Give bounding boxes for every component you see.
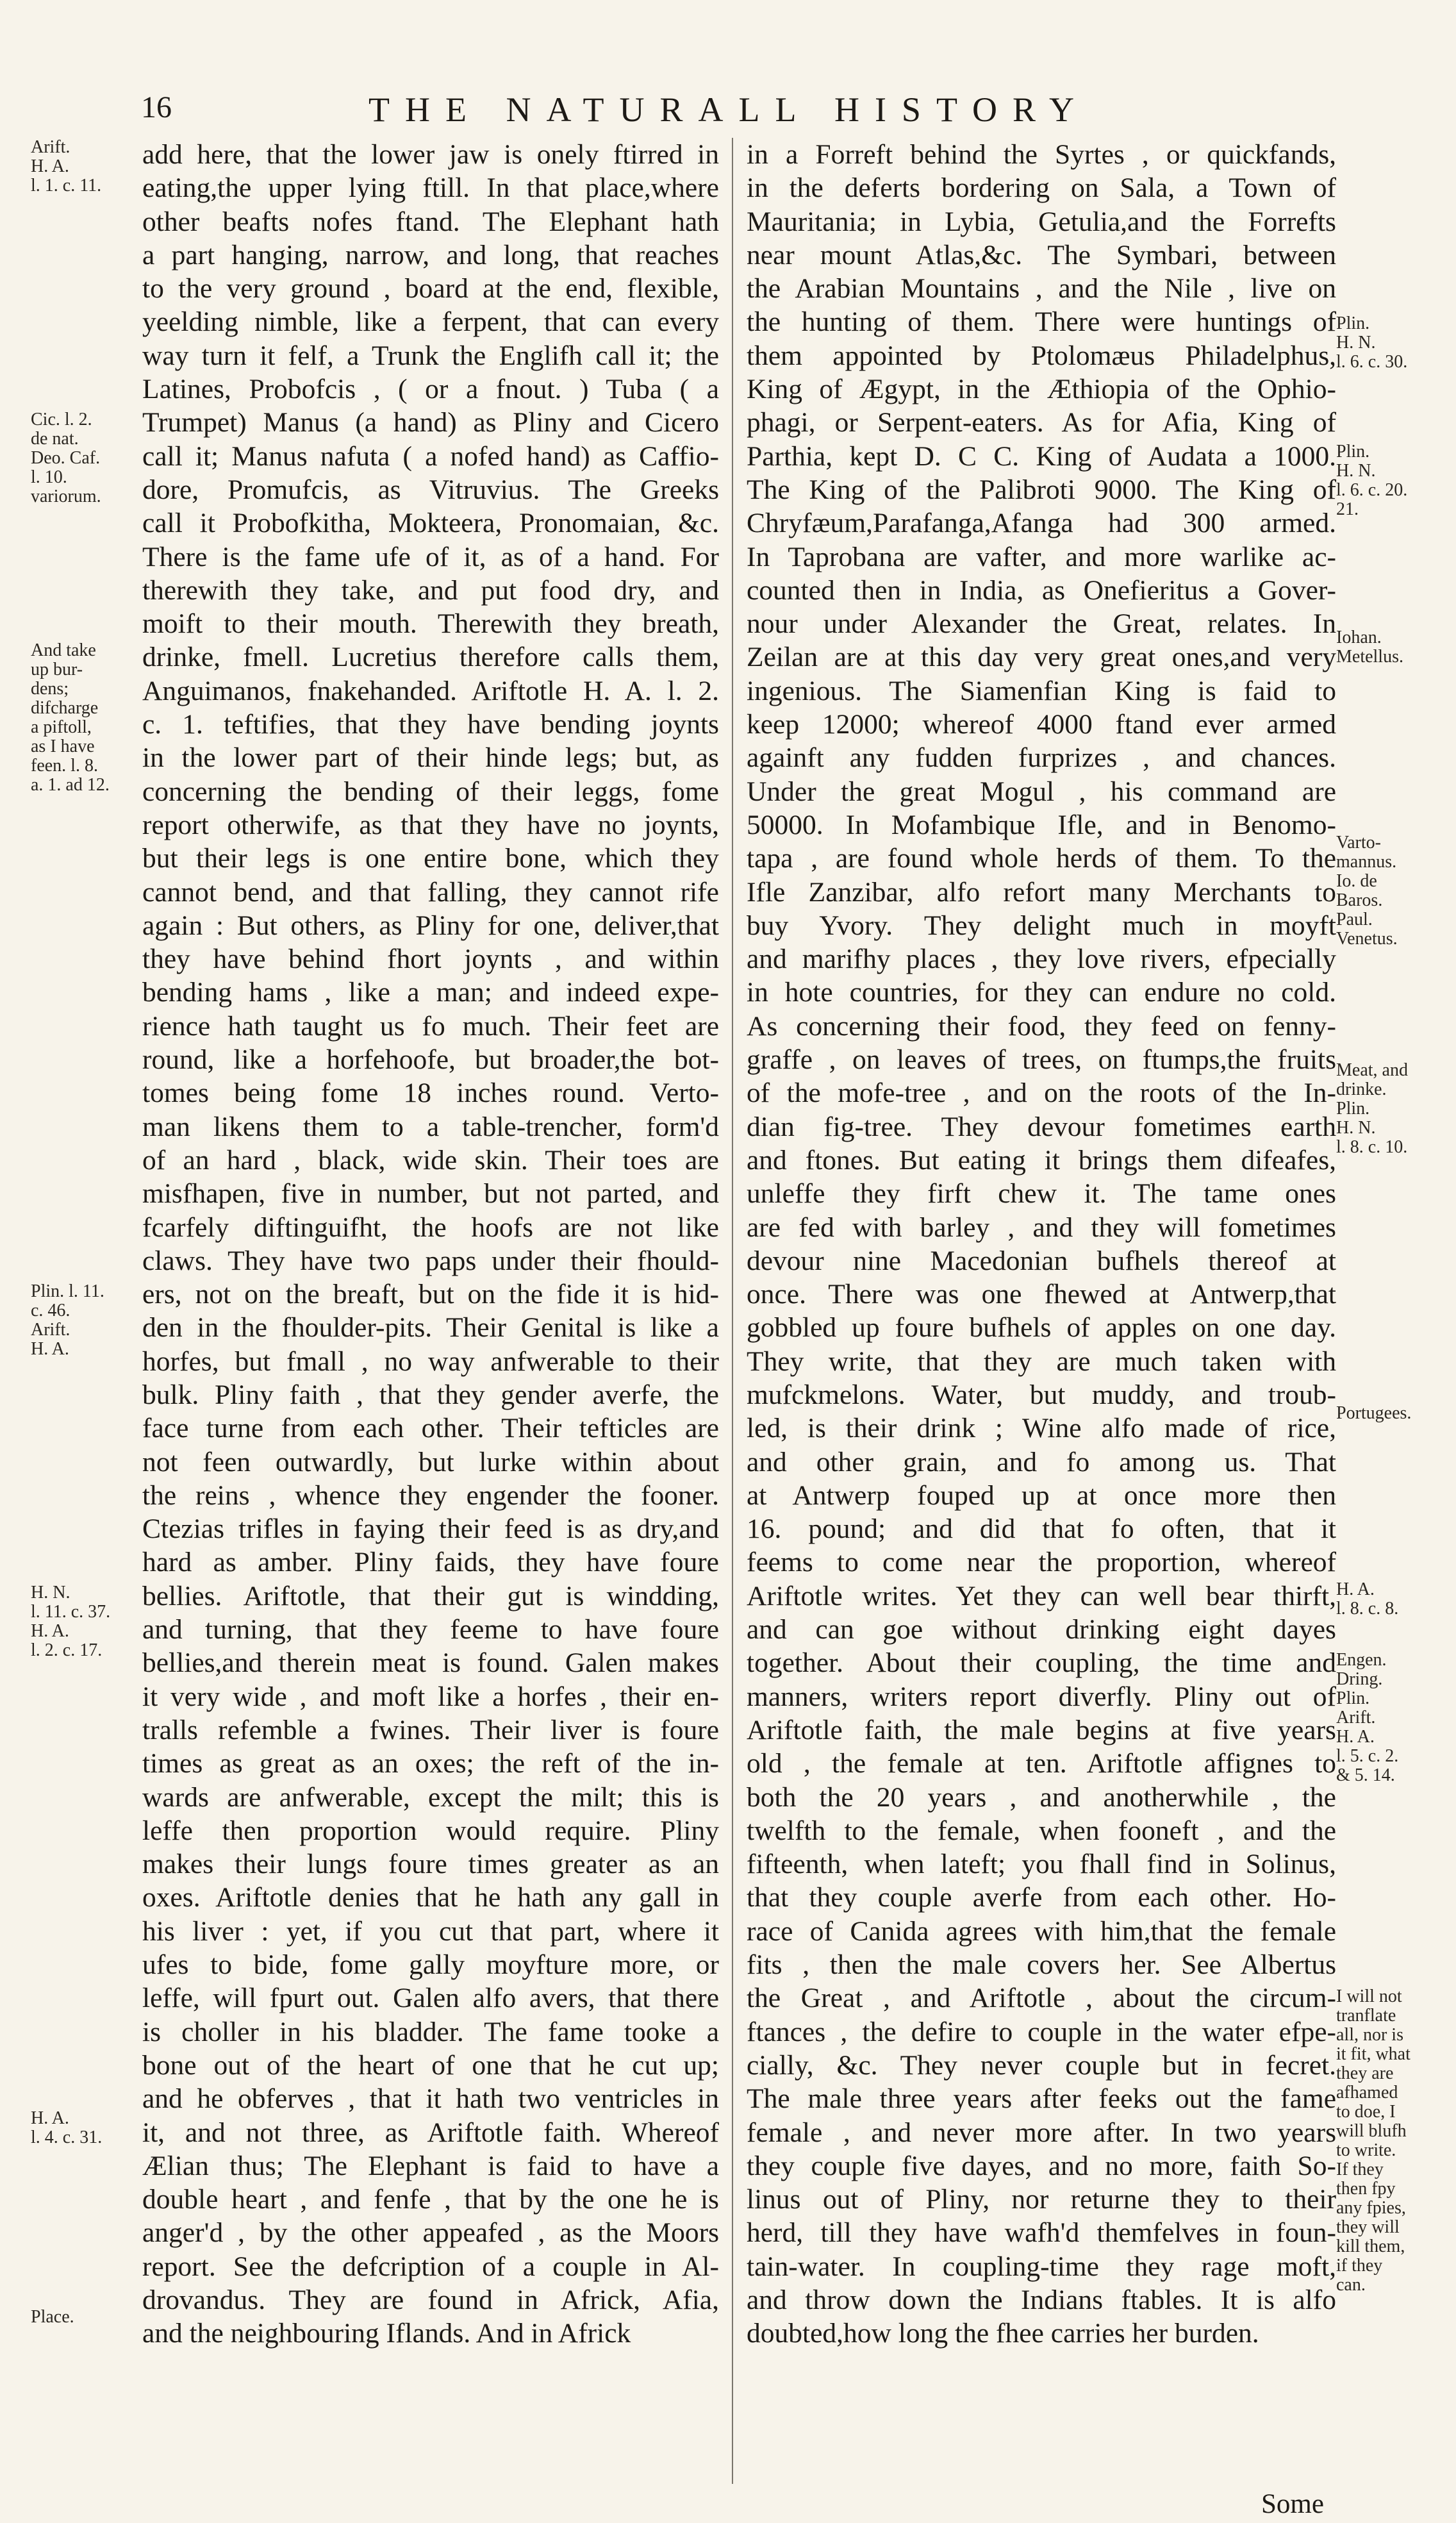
margin-note-line: mannus. bbox=[1336, 852, 1397, 872]
text-line: and he obferves , that it hath two ventricles in bbox=[142, 2083, 719, 2115]
text-line: makes their lungs foure times greater as an bbox=[142, 1849, 719, 1880]
margin-note-line: Varto- bbox=[1336, 833, 1381, 853]
margin-note-line: afhamed bbox=[1336, 2083, 1398, 2102]
text-line: phagi, or Serpent-eaters. As for Afia, King of bbox=[747, 407, 1336, 438]
margin-note-line: H. A. bbox=[31, 156, 69, 176]
margin-note-line: all, nor is bbox=[1336, 2025, 1403, 2045]
text-line: drovandus. They are found in Africk, Afia, bbox=[142, 2285, 719, 2315]
text-line: nour under Alexander the Great, relates. In bbox=[747, 608, 1336, 640]
text-line: the reins , whence they engender the fooner. bbox=[142, 1479, 719, 1511]
right-margin-note bbox=[1336, 442, 1407, 519]
text-line: report otherwife, as that they have no joynts, bbox=[142, 809, 719, 840]
margin-note-line: l. 5. c. 2. bbox=[1336, 1746, 1399, 1766]
margin-note-line: H. N. bbox=[31, 1583, 70, 1603]
text-line: keep 12000; whereof 4000 ftand ever armed bbox=[747, 709, 1336, 740]
margin-note-line: And take bbox=[31, 640, 96, 660]
margin-note-line: to doe, I bbox=[1336, 2102, 1396, 2122]
margin-note-line: variorum. bbox=[31, 487, 101, 506]
margin-note-line: Plin. l. 11. bbox=[31, 1281, 104, 1301]
text-line: they couple five dayes, and no more, faith So- bbox=[747, 2150, 1336, 2181]
text-line: is choller in his bladder. The fame tooke a bbox=[142, 2016, 719, 2047]
margin-note-line: Cic. l. 2. bbox=[31, 410, 92, 429]
text-line: report. See the defcription of a couple in Al- bbox=[142, 2251, 719, 2282]
text-line: Parthia, kept D. C C. King of Audata a 1000. bbox=[747, 440, 1336, 472]
margin-note-line: difcharge bbox=[31, 698, 99, 718]
margin-note-line: Plin. bbox=[1336, 1688, 1370, 1708]
text-line: call it Probofkitha, Mokteera, Pronomaian, &c. bbox=[142, 508, 719, 539]
margin-note-line: Io. de bbox=[1336, 871, 1377, 891]
text-line: at Antwerp fouped up at once more then bbox=[747, 1479, 1336, 1511]
text-line: drinke, fmell. Lucretius therefore calls them, bbox=[142, 642, 719, 673]
text-line: that they couple averfe from each other. Ho- bbox=[747, 1882, 1336, 1913]
text-line: The male three years after feeks out the fame bbox=[747, 2083, 1336, 2115]
text-line: bone out of the heart of one that he cut up; bbox=[142, 2049, 719, 2081]
text-line: wards are anfwerable, except the milt; this is bbox=[142, 1781, 719, 1813]
text-line: feems to come near the proportion, whereof bbox=[747, 1547, 1336, 1578]
catchword: Some bbox=[1261, 2489, 1324, 2519]
margin-note-line: Plin. bbox=[1336, 313, 1370, 333]
text-line: rience hath taught us fo much. Their feet are bbox=[142, 1010, 719, 1042]
text-line: led, is their drink ; Wine alfo made of rice, bbox=[747, 1413, 1336, 1444]
text-line: of an hard , black, wide skin. Their toes are bbox=[142, 1144, 719, 1176]
margin-note-line: any fpies, bbox=[1336, 2198, 1406, 2218]
text-line: 16. pound; and did that fo often, that it bbox=[747, 1513, 1336, 1545]
text-line: As concerning their food, they feed on fenny- bbox=[747, 1010, 1336, 1042]
margin-note-line: l. 2. c. 17. bbox=[31, 1640, 103, 1660]
text-line: round, like a horfehoofe, but broader,the bot- bbox=[142, 1044, 719, 1076]
text-line: c. 1. teftifies, that they have bending joynts bbox=[142, 709, 719, 740]
text-line: fifteenth, when lateft; you fhall find in Solinus, bbox=[747, 1849, 1336, 1880]
text-line: Trumpet) Manus (a hand) as Pliny and Cicero bbox=[142, 407, 719, 438]
text-line: Latines, Probofcis , ( or a fnout. ) Tuba ( a bbox=[142, 374, 719, 405]
margin-note-line: l. 4. c. 31. bbox=[31, 2127, 103, 2147]
text-line: ingenious. The Siamenfian King is faid to bbox=[747, 675, 1336, 706]
text-line: it very wide , and moft like a horfes , their en- bbox=[142, 1681, 719, 1712]
margin-note-line: Metellus. bbox=[1336, 647, 1403, 667]
text-line: and can goe without drinking eight dayes bbox=[747, 1614, 1336, 1645]
text-line: In Taprobana are vafter, and more warlike ac- bbox=[747, 541, 1336, 572]
right-margin-note bbox=[1336, 1061, 1408, 1157]
text-line: tapa , are found whole herds of them. To the bbox=[747, 843, 1336, 874]
text-line: anger'd , by the other appeafed , as the Moors bbox=[142, 2217, 719, 2249]
text-line: Under the great Mogul , his command are bbox=[747, 776, 1336, 807]
text-line: them appointed by Ptolomæus Philadelphus, bbox=[747, 340, 1336, 371]
margin-note-line: to write. bbox=[1336, 2140, 1396, 2160]
text-line: tralls refemble a fwines. Their liver is foure bbox=[142, 1714, 719, 1745]
text-line: concerning the bending of their leggs, fome bbox=[142, 776, 719, 807]
text-line: dore, Promufcis, as Vitruvius. The Greeks bbox=[142, 474, 719, 505]
margin-note-line: Arift. bbox=[31, 137, 70, 157]
text-line: not feen outwardly, but lurke within about bbox=[142, 1446, 719, 1478]
text-line: eating,the upper lying ftill. In that place,where bbox=[142, 172, 719, 204]
margin-note-line: dens; bbox=[31, 679, 69, 699]
text-line: mufckmelons. Water, but muddy, and troub- bbox=[747, 1379, 1336, 1410]
text-line: againft any fudden furprizes , and chances. bbox=[747, 742, 1336, 774]
text-line: yeelding nimble, like a ferpent, that can every bbox=[142, 306, 719, 338]
left-margin-note bbox=[31, 2308, 74, 2327]
margin-note-line: l. 10. bbox=[31, 467, 67, 487]
text-line: oxes. Ariftotle denies that he hath any gall in bbox=[142, 1882, 719, 1913]
text-line: it, and not three, as Ariftotle faith. Whereof bbox=[142, 2117, 719, 2148]
text-line: and turning, that they feeme to have foure bbox=[142, 1614, 719, 1645]
margin-note-line: & 5. 14. bbox=[1336, 1765, 1395, 1785]
right-text-column bbox=[747, 138, 1336, 2351]
column-divider bbox=[732, 138, 733, 2484]
margin-note-line: up bur- bbox=[31, 660, 83, 679]
text-line: female , and never more after. In two years bbox=[747, 2117, 1336, 2148]
margin-note-line: tranflate bbox=[1336, 2006, 1396, 2026]
text-line: the Arabian Mountains , and the Nile , live on bbox=[747, 273, 1336, 304]
right-margin-note bbox=[1336, 1404, 1411, 1423]
margin-note-line: l. 6. c. 20. bbox=[1336, 480, 1408, 500]
margin-note-line: I will not bbox=[1336, 1986, 1402, 2006]
text-line: a part hanging, narrow, and long, that reaches bbox=[142, 239, 719, 271]
margin-note-line: can. bbox=[1336, 2275, 1366, 2295]
right-margin-note bbox=[1336, 628, 1403, 667]
text-line: dian fig-tree. They devour fometimes earth bbox=[747, 1111, 1336, 1142]
margin-note-line: H. A. bbox=[1336, 1727, 1375, 1747]
text-line: leffe, will fpurt out. Galen alfo avers, that there bbox=[142, 1983, 719, 2014]
margin-note-line: a. 1. ad 12. bbox=[31, 775, 110, 795]
margin-note-line: they are bbox=[1336, 2063, 1394, 2083]
text-line: Ctezias trifles in faying their feed is as dry,and bbox=[142, 1513, 719, 1545]
text-line: Mauritania; in Lybia, Getulia,and the Forrefts bbox=[747, 206, 1336, 237]
text-line: of the mofe-tree , and on the roots of the In- bbox=[747, 1078, 1336, 1109]
left-margin-note bbox=[31, 641, 110, 795]
margin-note-line: Venetus. bbox=[1336, 929, 1398, 949]
left-text-column bbox=[142, 138, 719, 2351]
text-line: devour nine Macedonian bufhels thereof at bbox=[747, 1245, 1336, 1276]
text-line: bellies. Ariftotle, that their gut is windding, bbox=[142, 1580, 719, 1611]
margin-note-line: c. 46. bbox=[31, 1301, 70, 1320]
margin-note-line: Meat, and bbox=[1336, 1060, 1408, 1080]
margin-note-line: Arift. bbox=[31, 1320, 70, 1340]
text-line: and ftones. But eating it brings them difeafes, bbox=[747, 1144, 1336, 1176]
text-line: leffe then proportion would require. Pliny bbox=[142, 1815, 719, 1846]
text-line: They write, that they are much taken with bbox=[747, 1345, 1336, 1377]
text-line: cannot bend, and that falling, they cannot rife bbox=[142, 876, 719, 908]
text-line: moift to their mouth. Therewith they breath, bbox=[142, 608, 719, 640]
text-line: Chryfæum,Parafanga,Afanga had 300 armed. bbox=[747, 508, 1336, 539]
text-line: misfhapen, five in number, but not parted, and bbox=[142, 1178, 719, 1210]
margin-note-line: kill them, bbox=[1336, 2236, 1405, 2256]
text-line: tomes being fome 18 inches round. Verto- bbox=[142, 1078, 719, 1109]
text-line: buy Yvory. They delight much in moyft bbox=[747, 910, 1336, 941]
text-line: both the 20 years , and anotherwhile , the bbox=[747, 1781, 1336, 1813]
margin-note-line: then fpy bbox=[1336, 2179, 1396, 2199]
right-margin-note bbox=[1336, 1651, 1398, 1785]
margin-note-line: Iohan. bbox=[1336, 628, 1382, 647]
text-line: claws. They have two paps under their fhould- bbox=[142, 1245, 719, 1276]
text-line: horfes, but fmall , no way anfwerable to their bbox=[142, 1345, 719, 1377]
margin-note-line: as I have bbox=[31, 737, 95, 756]
margin-note-line: Paul. bbox=[1336, 910, 1373, 929]
text-line: Anguimanos, fnakehanded. Ariftotle H. A. l. 2. bbox=[142, 675, 719, 706]
text-line: man likens them to a table-trencher, form'd bbox=[142, 1111, 719, 1142]
text-line: fcarfely diftinguifht, the hoofs are not like bbox=[142, 1212, 719, 1243]
text-line: together. About their coupling, the time and bbox=[747, 1647, 1336, 1679]
margin-note-line: l. 6. c. 30. bbox=[1336, 352, 1408, 372]
margin-note-line: Place. bbox=[31, 2307, 74, 2327]
text-line: ftances , the defire to couple in the water efpe- bbox=[747, 2016, 1336, 2047]
text-line: are fed with barley , and they will fometimes bbox=[747, 1212, 1336, 1243]
margin-note-line: Dring. bbox=[1336, 1669, 1383, 1689]
text-line: Ariftotle writes. Yet they can well bear thirft, bbox=[747, 1580, 1336, 1611]
text-line: old , the female at ten. Ariftotle affignes to bbox=[747, 1748, 1336, 1779]
text-line: in the lower part of their hinde legs; but, as bbox=[142, 742, 719, 774]
left-margin-note bbox=[31, 2109, 102, 2147]
margin-note-line: 21. bbox=[1336, 499, 1359, 519]
margin-note-line: l. 8. c. 10. bbox=[1336, 1137, 1408, 1157]
right-margin-note bbox=[1336, 1580, 1398, 1619]
right-margin-note bbox=[1336, 1987, 1410, 2295]
margin-note-line: it fit, what bbox=[1336, 2044, 1410, 2064]
page-number: 16 bbox=[141, 90, 172, 124]
text-line: graffe , on leaves of trees, on ftumps,the fruits bbox=[747, 1044, 1336, 1076]
margin-note-line: H. A. bbox=[1336, 1579, 1375, 1599]
text-line: face turne from each other. Their tefticles are bbox=[142, 1413, 719, 1444]
text-line: Ælian thus; The Elephant is faid to have a bbox=[142, 2150, 719, 2181]
text-line: bending hams , like a man; and indeed expe- bbox=[142, 977, 719, 1008]
margin-note-line: H. N. bbox=[1336, 461, 1376, 481]
text-line: bellies,and therein meat is found. Galen makes bbox=[142, 1647, 719, 1679]
margin-note-line: Portugees. bbox=[1336, 1403, 1412, 1423]
text-line: King of Ægypt, in the Æthiopia of the Ophio- bbox=[747, 374, 1336, 405]
margin-note-line: Baros. bbox=[1336, 890, 1383, 910]
text-line: ers, not on the breaft, but on the fide it is hid- bbox=[142, 1279, 719, 1310]
text-line: they have behind fhort joynts , and within bbox=[142, 944, 719, 975]
margin-note-line: if they bbox=[1336, 2256, 1383, 2276]
margin-note-line: l. 8. c. 8. bbox=[1336, 1599, 1399, 1619]
text-line: in a Forreft behind the Syrtes , or quickfands, bbox=[747, 139, 1336, 170]
margin-note-line: l. 1. c. 11. bbox=[31, 176, 102, 196]
left-margin-note bbox=[31, 410, 101, 506]
margin-note-line: feen. l. 8. bbox=[31, 756, 98, 776]
page-header bbox=[141, 90, 1384, 135]
margin-note-line: Deo. Caf. bbox=[31, 448, 101, 468]
margin-note-line: H. N. bbox=[1336, 333, 1376, 353]
text-line: There is the fame ufe of it, as of a hand. For bbox=[142, 541, 719, 572]
text-line: add here, that the lower jaw is onely ftirred in bbox=[142, 139, 719, 170]
text-line: counted then in India, as Onefieritus a Gover- bbox=[747, 574, 1336, 606]
text-line: doubted,how long the fhee carries her burden. bbox=[747, 2318, 1259, 2349]
margin-note-line: a piftoll, bbox=[31, 717, 92, 737]
text-line: Zeilan are at this day very great ones,and very bbox=[747, 642, 1336, 673]
text-line: in hote countries, for they can endure no cold. bbox=[747, 977, 1336, 1008]
left-margin-note bbox=[31, 138, 101, 196]
margin-note-line: drinke. bbox=[1336, 1079, 1387, 1099]
text-line: and marifhy places , they love rivers, efpecially bbox=[747, 944, 1336, 975]
text-line: therewith they take, and put food dry, and bbox=[142, 574, 719, 606]
text-line: manners, writers report diverfly. Pliny out of bbox=[747, 1681, 1336, 1712]
text-line: in the deferts bordering on Sala, a Town of bbox=[747, 172, 1336, 204]
margin-note-line: will blufh bbox=[1336, 2121, 1407, 2141]
margin-note-line: If they bbox=[1336, 2160, 1384, 2179]
text-line: other beafts nofes ftand. The Elephant hath bbox=[142, 206, 719, 237]
margin-note-line: they will bbox=[1336, 2217, 1400, 2237]
text-line: call it; Manus nafuta ( a nofed hand) as Caffio- bbox=[142, 440, 719, 472]
text-line: once. There was one fhewed at Antwerp,that bbox=[747, 1279, 1336, 1310]
margin-note-line: Engen. bbox=[1336, 1650, 1387, 1670]
margin-note-line: H. A. bbox=[31, 1339, 69, 1359]
text-line: the hunting of them. There were huntings of bbox=[747, 306, 1336, 338]
right-margin-note bbox=[1336, 314, 1407, 372]
right-margin-note bbox=[1336, 833, 1398, 949]
text-line: gobbled up foure bufhels of apples on one day. bbox=[747, 1312, 1336, 1344]
text-line: ufes to bide, fome gally moyfture more, or bbox=[142, 1949, 719, 1981]
text-line: herd, till they have wafh'd themfelves in foun- bbox=[747, 2217, 1336, 2249]
left-margin-note bbox=[31, 1282, 104, 1359]
text-line: Ariftotle faith, the male begins at five years bbox=[747, 1714, 1336, 1745]
left-margin-note bbox=[31, 1583, 110, 1660]
text-line: again : But others, as Pliny for one, deliver,that bbox=[142, 910, 719, 941]
text-line: twelfth to the female, when fooneft , and the bbox=[747, 1815, 1336, 1846]
margin-note-line: H. A. bbox=[31, 1621, 69, 1641]
text-line: linus out of Pliny, nor returne they to their bbox=[747, 2184, 1336, 2215]
margin-note-line: H. N. bbox=[1336, 1118, 1376, 1138]
text-line: his liver : yet, if you cut that part, where it bbox=[142, 1915, 719, 1947]
margin-note-line: Plin. bbox=[1336, 442, 1370, 462]
text-line: and throw down the Indians ftables. It is alfo bbox=[747, 2285, 1336, 2315]
margin-note-line: H. A. bbox=[31, 2108, 69, 2128]
running-title: THE NATURALL HISTORY bbox=[368, 90, 1089, 129]
text-line: Ifle Zanzibar, alfo refort many Merchants to bbox=[747, 876, 1336, 908]
text-line: the Great , and Ariftotle , about the circum- bbox=[747, 1983, 1336, 2014]
text-line: but their legs is one entire bone, which they bbox=[142, 843, 719, 874]
margin-note-line: Plin. bbox=[1336, 1099, 1370, 1119]
text-line: way turn it felf, a Trunk the Englifh call it; the bbox=[142, 340, 719, 371]
text-line: bulk. Pliny faith , that they gender averfe, the bbox=[142, 1379, 719, 1410]
text-line: near mount Atlas,&c. The Symbari, between bbox=[747, 239, 1336, 271]
text-line: times as great as an oxes; the reft of the in- bbox=[142, 1748, 719, 1779]
text-line: den in the fhoulder-pits. Their Genital is like a bbox=[142, 1312, 719, 1344]
text-line: cially, &c. They never couple but in fecret. bbox=[747, 2049, 1336, 2081]
text-line: and other grain, and fo among us. That bbox=[747, 1446, 1336, 1478]
text-line: unleffe they firft chew it. The tame ones bbox=[747, 1178, 1336, 1210]
text-line: double heart , and fenfe , that by the one he is bbox=[142, 2184, 719, 2215]
text-line: fits , then the male covers her. See Albertus bbox=[747, 1949, 1336, 1981]
text-line: 50000. In Mofambique Ifle, and in Benomo- bbox=[747, 809, 1336, 840]
text-line: race of Canida agrees with him,that the female bbox=[747, 1915, 1336, 1947]
text-line: hard as amber. Pliny faids, they have foure bbox=[142, 1547, 719, 1578]
margin-note-line: Arift. bbox=[1336, 1708, 1376, 1728]
text-line: The King of the Palibroti 9000. The King of bbox=[747, 474, 1336, 505]
text-line: to the very ground , board at the end, flexible, bbox=[142, 273, 719, 304]
text-line: tain-water. In coupling-time they rage moft, bbox=[747, 2251, 1336, 2282]
margin-note-line: de nat. bbox=[31, 429, 79, 449]
text-line: and the neighbouring Iflands. And in Africk bbox=[142, 2318, 631, 2349]
margin-note-line: l. 11. c. 37. bbox=[31, 1602, 111, 1622]
